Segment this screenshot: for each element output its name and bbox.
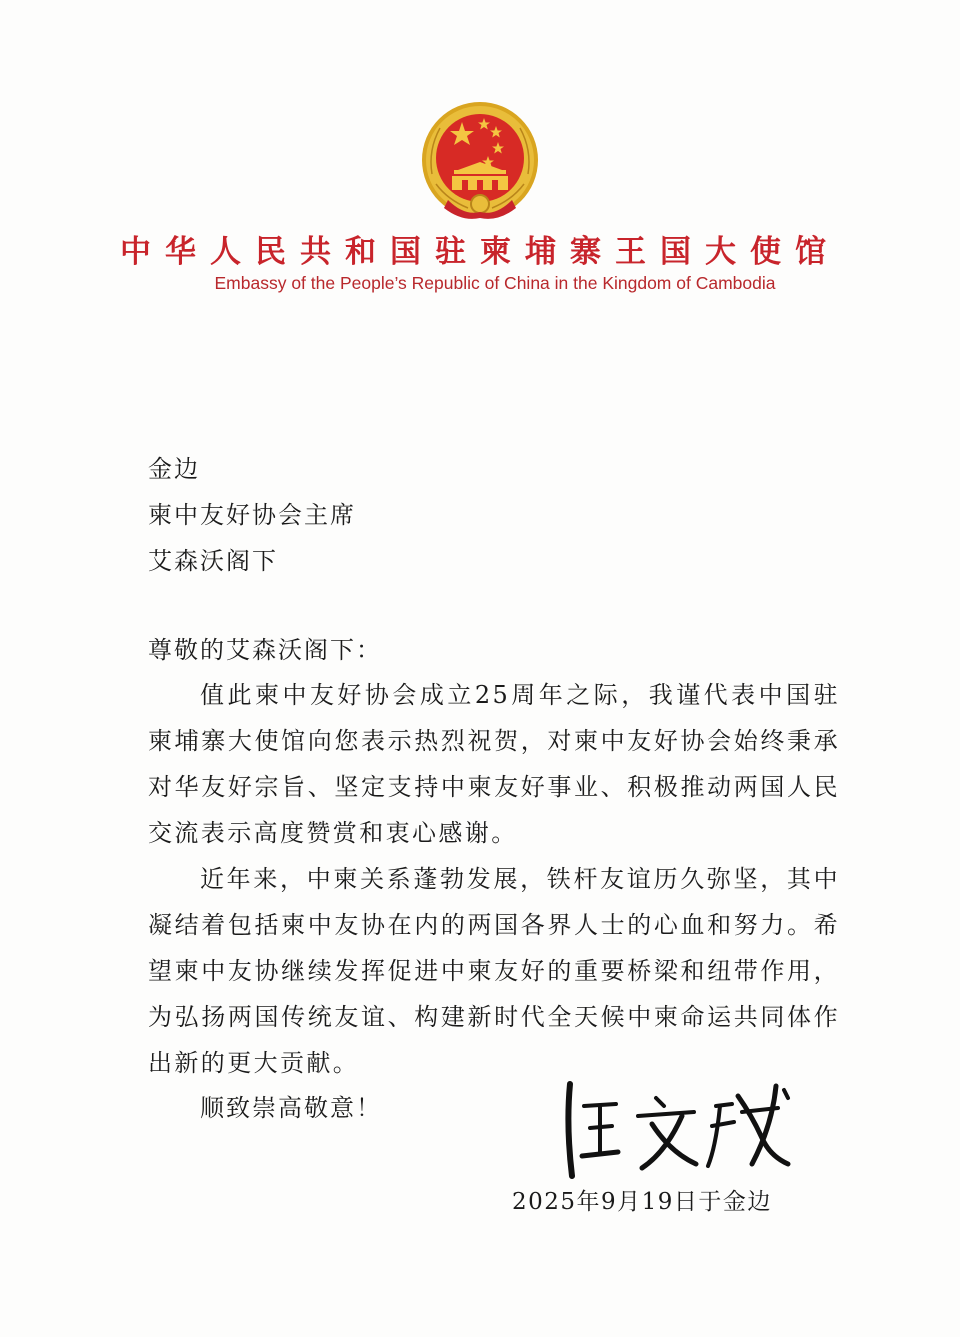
addressee-name: 艾森沃阁下 bbox=[148, 547, 278, 575]
salutation: 尊敬的艾森沃阁下： bbox=[148, 636, 382, 664]
date-line: 2025年9月19日于金边 bbox=[512, 1189, 772, 1215]
addressee-city: 金边 bbox=[148, 455, 200, 483]
national-emblem-icon bbox=[418, 100, 542, 224]
letter-body bbox=[148, 672, 840, 1086]
handwritten-signature bbox=[556, 1076, 796, 1186]
addressee-block bbox=[148, 446, 356, 584]
embassy-name-chinese: 中华人民共和国驻柬埔寨王国大使馆 bbox=[120, 234, 840, 270]
embassy-name-english: Embassy of the People’s Republic of China in the Kingdom of Cambodia bbox=[214, 273, 776, 293]
closing-greeting: 顺致崇高敬意！ bbox=[200, 1094, 382, 1122]
body-paragraph-2: 近年来，中柬关系蓬勃发展，铁杆友谊历久弥坚，其中凝结着包括柬中友协在内的两国各界人士的心血和努力。希望柬中友协继续发挥促进中柬友好的重要桥梁和纽带作用，为弘扬两国传统友谊、构建新时代全天候中柬命运共同体作出新的更大贡献。 bbox=[148, 865, 840, 1077]
body-paragraph-1: 值此柬中友好协会成立25周年之际，我谨代表中国驻柬埔寨大使馆向您表示热烈祝贺，对柬中友好协会始终秉承对华友好宗旨、坚定支持中柬友好事业、积极推动两国人民交流表示高度赞赏和衷心感谢。 bbox=[148, 681, 840, 847]
addressee-title: 柬中友好协会主席 bbox=[148, 501, 356, 529]
